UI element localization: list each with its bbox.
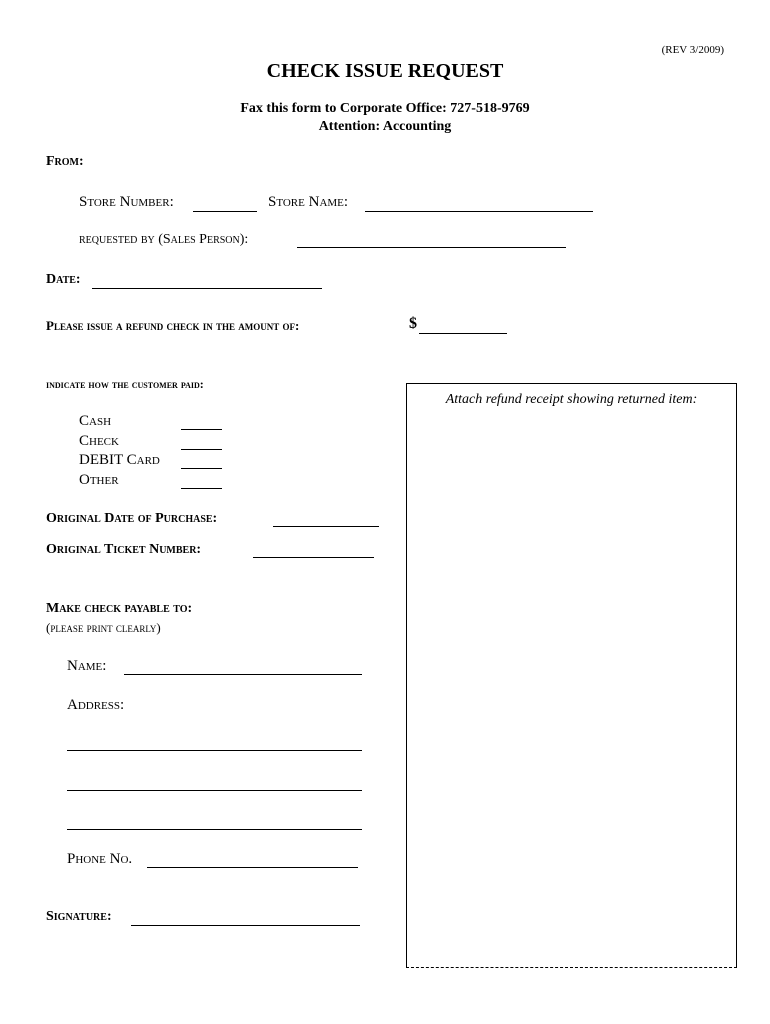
revision-label: (REV 3/2009)	[661, 44, 724, 56]
store-number-field[interactable]	[193, 211, 257, 212]
original-date-label: Original Date of Purchase:	[46, 511, 218, 526]
original-date-field[interactable]	[273, 526, 379, 527]
name-label: Name:	[67, 658, 107, 674]
date-field[interactable]	[92, 288, 322, 289]
original-ticket-field[interactable]	[253, 557, 374, 558]
address-line-1[interactable]	[67, 750, 362, 751]
payment-other-field[interactable]	[181, 488, 222, 489]
store-name-field[interactable]	[365, 211, 593, 212]
form-title: CHECK ISSUE REQUEST	[266, 60, 504, 82]
attention-line: Attention: Accounting	[318, 119, 452, 134]
date-label: Date:	[46, 272, 81, 287]
name-field[interactable]	[124, 674, 362, 675]
refund-amount-field[interactable]	[419, 333, 507, 334]
address-line-2[interactable]	[67, 790, 362, 791]
signature-label: Signature:	[46, 909, 112, 924]
phone-field[interactable]	[147, 867, 358, 868]
address-line-3[interactable]	[67, 829, 362, 830]
payment-option-debit: DEBIT Card	[79, 452, 160, 468]
payment-check-field[interactable]	[181, 449, 222, 450]
store-number-label: Store Number:	[79, 194, 174, 210]
payment-option-check: Check	[79, 433, 119, 449]
from-label: From:	[46, 154, 84, 169]
payment-debit-field[interactable]	[181, 468, 222, 469]
receipt-note: Attach refund receipt showing returned item:	[445, 392, 698, 407]
print-clearly-note: (please print clearly)	[46, 620, 161, 635]
address-label: Address:	[67, 697, 125, 713]
currency-symbol: $	[409, 315, 417, 332]
payable-to-label: Make check payable to:	[46, 601, 193, 616]
payment-option-other: Other	[79, 472, 119, 488]
phone-label: Phone No.	[67, 851, 133, 867]
requested-by-label: requested by (Sales Person):	[79, 232, 249, 247]
store-name-label: Store Name:	[268, 194, 349, 210]
refund-amount-label: Please issue a refund check in the amount of:	[46, 318, 300, 333]
signature-field[interactable]	[131, 925, 360, 926]
payment-option-cash: Cash	[79, 413, 112, 429]
original-ticket-label: Original Ticket Number:	[46, 542, 202, 557]
requested-by-field[interactable]	[297, 247, 566, 248]
payment-cash-field[interactable]	[181, 429, 222, 430]
receipt-attachment-box	[406, 383, 737, 968]
fax-instruction: Fax this form to Corporate Office: 727-518-9769	[240, 101, 530, 116]
payment-method-label: indicate how the customer paid:	[46, 377, 204, 391]
